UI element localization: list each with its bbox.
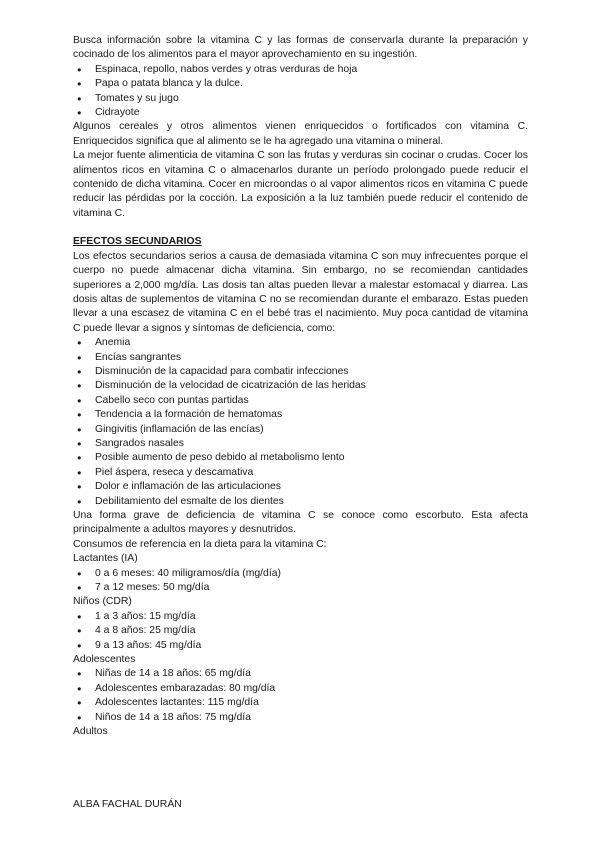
infants-label: Lactantes (IA) xyxy=(73,553,138,565)
foods-list xyxy=(73,63,528,121)
symptoms-list xyxy=(73,336,528,509)
list-item: ● Espinaca, repollo, nabos verdes y otras verduras de hoja xyxy=(73,63,528,77)
reference-title: Consumos de referencia en la dieta para la vitamina C: xyxy=(73,538,327,550)
children-list xyxy=(73,610,528,653)
list-item: ● Tendencia a la formación de hematomas xyxy=(73,408,528,422)
list-item: ● 4 a 8 años: 25 mg/día xyxy=(73,624,528,638)
list-item: ● Cabello seco con puntas partidas xyxy=(73,394,528,408)
list-item: ● Piel áspera, reseca y descamativa xyxy=(73,466,528,480)
list-item: ● Niños de 14 a 18 años: 75 mg/día xyxy=(73,711,528,725)
list-item: ● Dolor e inflamación de las articulaciones xyxy=(73,480,528,494)
list-item: ● Gingivitis (inflamación de las encías) xyxy=(73,423,528,437)
list-item: ● Disminución de la capacidad para combatir infecciones xyxy=(73,365,528,379)
teens-label: Adolescentes xyxy=(73,654,136,666)
list-item: ● 0 a 6 meses: 40 miligramos/día (mg/día) xyxy=(73,567,528,581)
adults-label: Adultos xyxy=(73,726,108,738)
fortified-paragraph: Algunos cereales y otros alimentos vienen enriquecidos o fortificados con vitamina C. Enriquecidos significa que al alimento se le ha agregado una vitamina o mineral. xyxy=(73,121,528,147)
list-item: ● Sangrados nasales xyxy=(73,437,528,451)
list-item: ● 7 a 12 meses: 50 mg/día xyxy=(73,581,528,595)
list-item: ● Cidrayote xyxy=(73,106,528,120)
section-heading: EFECTOS SECUNDARIOS xyxy=(73,236,202,248)
teens-list xyxy=(73,667,528,725)
list-item: ● Adolescentes lactantes: 115 mg/día xyxy=(73,696,528,710)
author-footer: ALBA FACHAL DURÁN xyxy=(73,799,182,810)
best-source-paragraph: La mejor fuente alimenticia de vitamina C son las frutas y verduras sin cocinar o crudas. Cocer los alimentos ricos en vitamina C o almacenarlos durante un período prolongado puede reducir el contenido de dicha vitamina. Cocer en microondas o al vapor alimentos ricos en vitamina C puede reducir las pérdidas por la cocción. La exposición a la luz también puede reducir el contenido de vitamina C. xyxy=(73,150,528,219)
list-item: ● 9 a 13 años: 45 mg/día xyxy=(73,639,528,653)
document-body xyxy=(73,34,528,740)
list-item: ● Niñas de 14 a 18 años: 65 mg/día xyxy=(73,667,528,681)
list-item: ● Debilitamiento del esmalte de los dientes xyxy=(73,495,528,509)
list-item: ● 1 a 3 años: 15 mg/día xyxy=(73,610,528,624)
list-item: ● Posible aumento de peso debido al metabolismo lento xyxy=(73,451,528,465)
side-effects-paragraph: Los efectos secundarios serios a causa de demasiada vitamina C son muy infrecuentes porque el cuerpo no puede almacenar dicha vitamina. Sin embargo, no se recomiendan cantidades superiores a 2,000 mg/día. Las dosis tan altas pueden llevar a malestar estomacal y diarrea. Las dosis altas de suplementos de vitamina C no se recomiendan durante el embarazo. Estas pueden llevar a una escasez de vitamina C en el bebé tras el nacimiento. Muy poca cantidad de vitamina C puede llevar a signos y síntomas de deficiencia, como: xyxy=(73,250,528,334)
list-item: ● Adolescentes embarazadas: 80 mg/día xyxy=(73,682,528,696)
list-item: ● Papa o patata blanca y la dulce. xyxy=(73,77,528,91)
list-item: ● Anemia xyxy=(73,336,528,350)
infants-list xyxy=(73,567,528,596)
scurvy-paragraph: Una forma grave de deficiencia de vitamina C se conoce como escorbuto. Esta afecta principalmente a adultos mayores y desnutridos. xyxy=(73,510,528,536)
list-item: ● Tomates y su jugo xyxy=(73,92,528,106)
list-item: ● Encías sangrantes xyxy=(73,351,528,365)
children-label: Niños (CDR) xyxy=(73,596,132,608)
list-item: ● Disminución de la velocidad de cicatrización de las heridas xyxy=(73,379,528,393)
intro-paragraph: Busca información sobre la vitamina C y las formas de conservarla durante la preparación y cocinado de los alimentos para el mayor aprovechamiento en su ingestión. xyxy=(73,35,528,61)
